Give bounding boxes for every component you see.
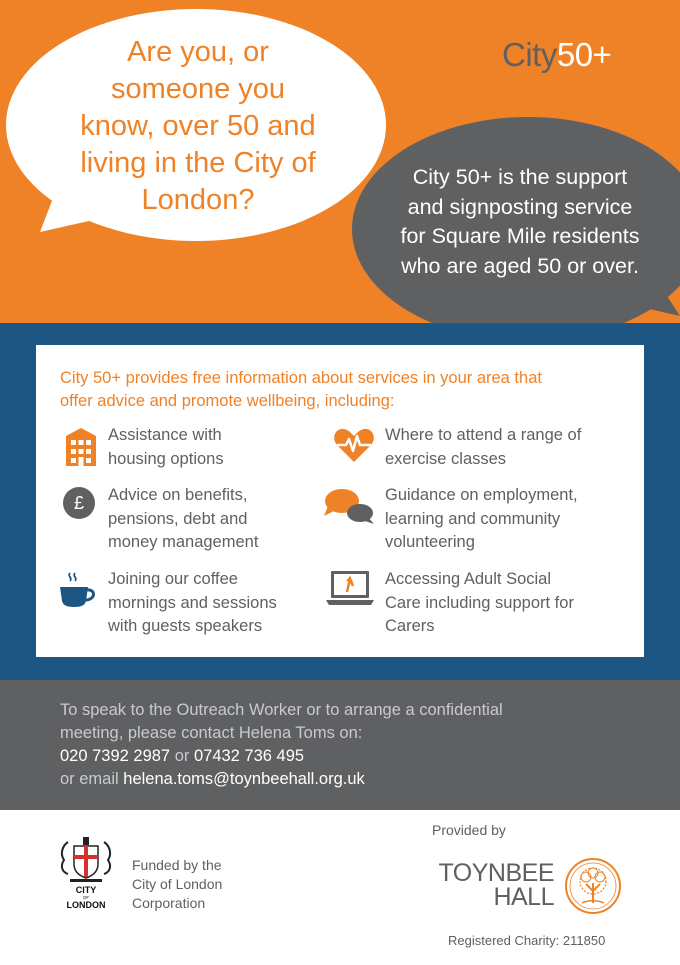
- contact-line: To speak to the Outreach Worker or to arrange a confidential: [60, 701, 503, 719]
- headline-question: [52, 34, 344, 219]
- service-text: volunteering: [385, 533, 475, 551]
- phone-number-1[interactable]: 020 7392 2987: [60, 747, 171, 765]
- services-intro: [60, 367, 640, 413]
- toynbee-line: TOYNBEE: [438, 859, 554, 887]
- service-text: Assistance with: [108, 426, 222, 444]
- provided-by-label: Provided by: [432, 822, 506, 838]
- service-line: who are aged 50 or over.: [401, 253, 639, 278]
- header-section: [0, 0, 680, 323]
- service-text: Guidance on employment,: [385, 486, 578, 504]
- funded-line: Corporation: [132, 895, 206, 911]
- toynbee-line: HALL: [493, 883, 554, 911]
- svg-text:£: £: [73, 493, 85, 513]
- service-text: Accessing Adult Social: [385, 570, 552, 588]
- contact-phones: [60, 745, 620, 768]
- service-text: with guests speakers: [108, 617, 263, 635]
- service-text: Carers: [385, 617, 435, 635]
- crest-of-text: OF: [82, 895, 90, 900]
- funded-line: Funded by the: [132, 857, 222, 873]
- service-item-housing: [108, 424, 368, 471]
- service-line: and signposting service: [407, 194, 633, 219]
- service-text: pensions, debt and: [108, 509, 248, 528]
- service-item-benefits: [108, 484, 368, 555]
- contact-info: [60, 699, 620, 791]
- email-prefix: or email: [60, 770, 124, 788]
- funded-by-text: [132, 856, 262, 913]
- service-line: for Square Mile residents: [400, 224, 640, 248]
- service-item-social-care: [385, 568, 645, 639]
- headline-line: know, over 50 and: [80, 110, 316, 142]
- service-text: learning and community: [385, 509, 561, 528]
- service-text: Advice on benefits,: [108, 486, 248, 504]
- registered-charity-number: Registered Charity: 211850: [448, 933, 606, 948]
- contact-line: meeting, please contact Helena Toms on:: [60, 724, 363, 742]
- intro-line: City 50+ provides free information about services in your area that: [60, 369, 542, 387]
- contact-email-line: [60, 768, 620, 791]
- phone-separator: or: [170, 747, 194, 765]
- crest-city-text: CITY: [75, 885, 97, 895]
- service-text: housing options: [108, 449, 224, 468]
- email-link[interactable]: helena.toms@toynbeehall.org.uk: [123, 770, 365, 788]
- headline-line: London?: [141, 184, 255, 216]
- phone-number-2[interactable]: 07432 736 495: [193, 747, 305, 765]
- headline-line: Are you, or: [127, 36, 269, 68]
- city-of-london-crest-logo: [58, 836, 114, 910]
- service-item-employment: [385, 484, 645, 555]
- service-item-coffee: [108, 568, 368, 639]
- service-text: mornings and sessions: [108, 593, 277, 612]
- service-text: Where to attend a range of: [385, 426, 582, 444]
- service-text: Care including support for: [385, 593, 574, 612]
- crest-london-text: LONDON: [66, 900, 106, 910]
- service-text: exercise classes: [385, 449, 507, 468]
- coffee-cup-icon: [58, 571, 98, 609]
- toynbee-hall-wordmark: [432, 861, 554, 909]
- intro-line: offer advice and promote wellbeing, including:: [60, 392, 395, 410]
- service-text: money management: [108, 533, 259, 551]
- service-line: City 50+ is the support: [412, 165, 628, 189]
- building-icon: [66, 428, 96, 466]
- logo-city: City: [502, 36, 557, 73]
- service-text: Joining our coffee: [108, 570, 238, 588]
- city50-logo: [502, 36, 611, 74]
- funded-line: City of London: [132, 876, 223, 892]
- headline-line: living in the City of: [80, 147, 316, 179]
- logo-50plus: 50+: [556, 36, 612, 73]
- toynbee-hall-tree-logo: [564, 857, 622, 915]
- pound-coin-icon: [63, 487, 95, 519]
- service-item-exercise: [385, 424, 645, 471]
- service-description: [370, 163, 670, 281]
- headline-line: someone you: [110, 73, 286, 105]
